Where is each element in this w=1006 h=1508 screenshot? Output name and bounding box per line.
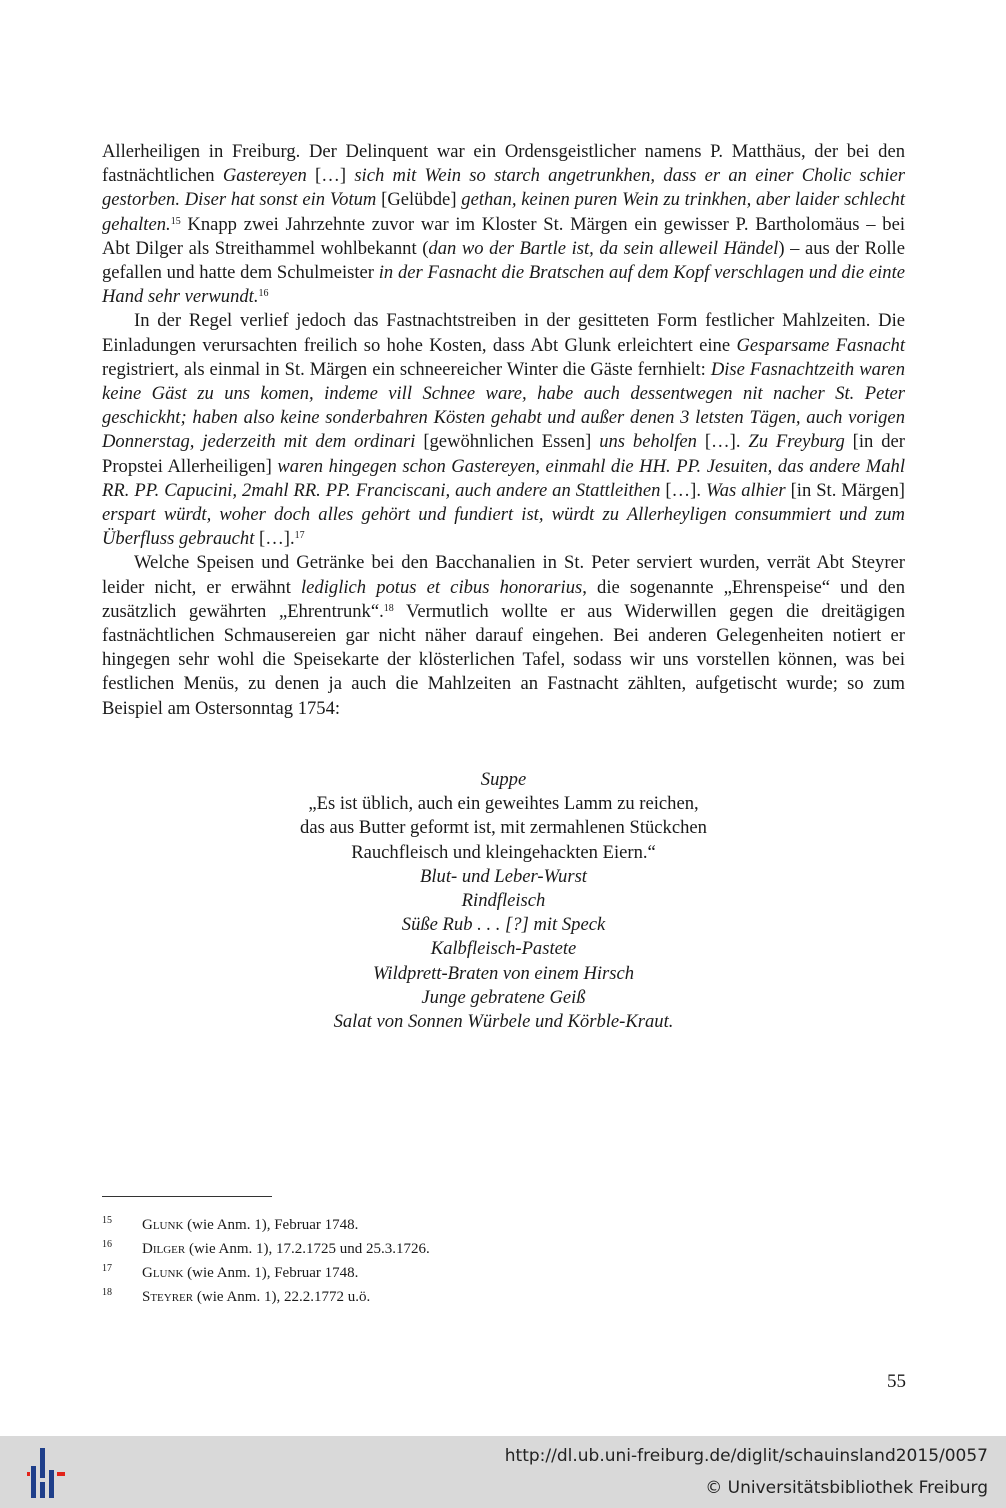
italic-run: dan wo der Bartle ist, da sein alleweil Händel	[428, 237, 779, 259]
menu-item: das aus Butter geformt ist, mit zermahlenen Stückchen	[300, 817, 707, 839]
menu-item: Rindfleisch	[461, 890, 546, 912]
footnote-text: (wie Anm. 1), 22.2.1772 u.ö.	[193, 1289, 371, 1305]
text-run: […].	[696, 431, 749, 453]
italic-run: waren hingegen schon Gastereyen, einmahl die HH. PP. Jesuiten, das andere Mahl RR. PP. Capucini, 2mahl RR. PP. Franciscani, auch andere an Stattleithen	[102, 455, 905, 501]
paragraph-1	[102, 140, 905, 309]
text-run: [in der Propstei Allerheiligen]	[102, 431, 905, 477]
footnote-author: Steyrer	[142, 1289, 194, 1305]
menu-item: Kalbfleisch-Pastete	[430, 938, 577, 960]
paragraph-3	[102, 551, 905, 720]
text-run: [Gelübde]	[376, 189, 462, 211]
italic-run: Zu Freyburg	[748, 431, 845, 453]
menu-item: Wildprett-Braten von einem Hirsch	[372, 962, 635, 984]
footnote-number: 17	[102, 1263, 112, 1274]
permalink-url[interactable]: http://dl.ub.uni-freiburg.de/diglit/schauinsland2015/0057	[504, 1446, 988, 1466]
text-run: […]	[306, 165, 355, 187]
footnote-divider	[102, 1196, 272, 1197]
footer-bar	[0, 1436, 1006, 1508]
text-run: […].	[660, 479, 706, 501]
footnote-text: (wie Anm. 1), Februar 1748.	[183, 1265, 359, 1281]
menu-list	[102, 768, 905, 1034]
menu-item: Blut- und Leber-Wurst	[420, 865, 587, 887]
text-run: Vermutlich wollte er aus Widerwillen gegen die dreitägigen fastnächtlichen Schmausereien gar nicht näher darauf eingehen. Bei anderen Gelegenheiten notiert er hingegen sehr wohl die Speisekarte der klösterlichen Tafel, sodass wir uns vorstellen können, was bei festlichen Menüs, zu denen ja auch die Mahlzeiten an Fastnacht zählten, aufgetischt wurde; so zum Beispiel am Ostersonntag 1754:	[102, 600, 905, 719]
text-run: registriert, als einmal in St. Märgen ein schneereicher Winter die Gäste fernhielt:	[102, 358, 711, 380]
library-logo-icon	[27, 1448, 65, 1498]
text-run: Knapp zwei Jahrzehnte zuvor war im Kloster St. Märgen ein gewisser P. Bartholomäus – bei Abt Dilger als Streithammel wohlbekannt (	[102, 213, 905, 259]
italic-run: in der Fasnacht die Bratschen auf dem Kopf verschlagen und die einte Hand sehr verwundt.	[102, 262, 905, 308]
footnote-ref: 18	[383, 602, 394, 614]
italic-run: sich mit Wein so starch angetrunkhen, dass er an einer Cholic schier gestorben. Diser hat sonst ein Votum	[102, 165, 905, 211]
text-run: [in St. Märgen]	[785, 479, 905, 501]
italic-run: Gesparsame Fasnacht	[736, 334, 905, 356]
italic-run: gethan, keinen puren Wein zu trinkhen, aber laider schlecht gehalten.	[102, 189, 905, 235]
menu-item: Rauchfleisch und kleingehackten Eiern.“	[351, 841, 656, 863]
page-number: 55	[887, 1371, 906, 1392]
body-text	[102, 140, 905, 721]
paragraph-2	[102, 309, 905, 551]
text-run: [gewöhnlichen Essen]	[415, 431, 600, 453]
italic-run: Was alhier	[705, 479, 786, 501]
menu-item: Süße Rub . . . [?] mit Speck	[401, 914, 606, 936]
footnote-number: 16	[102, 1239, 112, 1250]
footnote-ref: 17	[294, 530, 305, 542]
italic-run: erspart würdt, woher doch alles gehört und fundiert ist, würdt zu Allerheyligen consummiert und zum Überfluss gebraucht	[102, 504, 905, 550]
footnote-number: 15	[102, 1215, 112, 1226]
text-run: Welche Speisen und Getränke bei den Bacchanalien in St. Peter serviert wurden, verrät Abt Steyrer leider nicht, er erwähnt	[102, 552, 905, 598]
menu-item: Salat von Sonnen Würbele und Körble-Kraut.	[333, 1011, 674, 1033]
italic-run: lediglich potus et cibus honorarius	[301, 576, 583, 598]
text-run: […].	[254, 528, 295, 550]
text-run: , die sogenannte „Ehrenspeise“ und den zusätzlich gewährten „Ehrentrunk“.	[102, 576, 905, 622]
text-run: Allerheiligen in Freiburg. Der Delinquent war ein Ordensgeistlicher namens P. Matthäus, der bei den fastnächtlichen	[102, 141, 905, 187]
footnote-author: Glunk	[142, 1265, 184, 1281]
footnote-text: (wie Anm. 1), Februar 1748.	[183, 1217, 359, 1233]
italic-run: Gastereyen	[222, 165, 307, 187]
italic-run: uns beholfen	[599, 431, 697, 453]
footnote-author: Glunk	[142, 1217, 184, 1233]
italic-run: Dise Fasnachtzeith waren keine Gäst zu uns komen, indeme vill Schnee ware, habe auch dessentwegen nit nacher St. Peter geschickht; haben also keine sonderbahren Kösten gehabt und außer denen 3 letsten Tägen, auch vorigen Donnerstag, jederzeith mit dem ordinari	[102, 358, 905, 453]
copyright-text: © Universitätsbibliothek Freiburg	[705, 1478, 988, 1498]
footnote-ref: 15	[170, 215, 181, 227]
menu-item: Junge gebratene Geiß	[421, 986, 586, 1008]
footnote-text: (wie Anm. 1), 17.2.1725 und 25.3.1726.	[185, 1241, 430, 1257]
footnote-author: Dilger	[142, 1241, 186, 1257]
footnote-ref: 16	[258, 288, 269, 300]
footnote-number: 18	[102, 1287, 112, 1298]
text-run: ) – aus der Rolle gefallen und hatte dem Schulmeister	[102, 237, 905, 284]
menu-item: Suppe	[480, 769, 527, 790]
text-run: In der Regel verlief jedoch das Fastnachtstreiben in der gesitteten Form festlicher Mahlzeiten. Die Einladungen verursachten freilich so hohe Kosten, dass Abt Glunk erleichtert eine	[102, 310, 905, 356]
menu-item: „Es ist üblich, auch ein geweihtes Lamm zu reichen,	[308, 793, 699, 815]
